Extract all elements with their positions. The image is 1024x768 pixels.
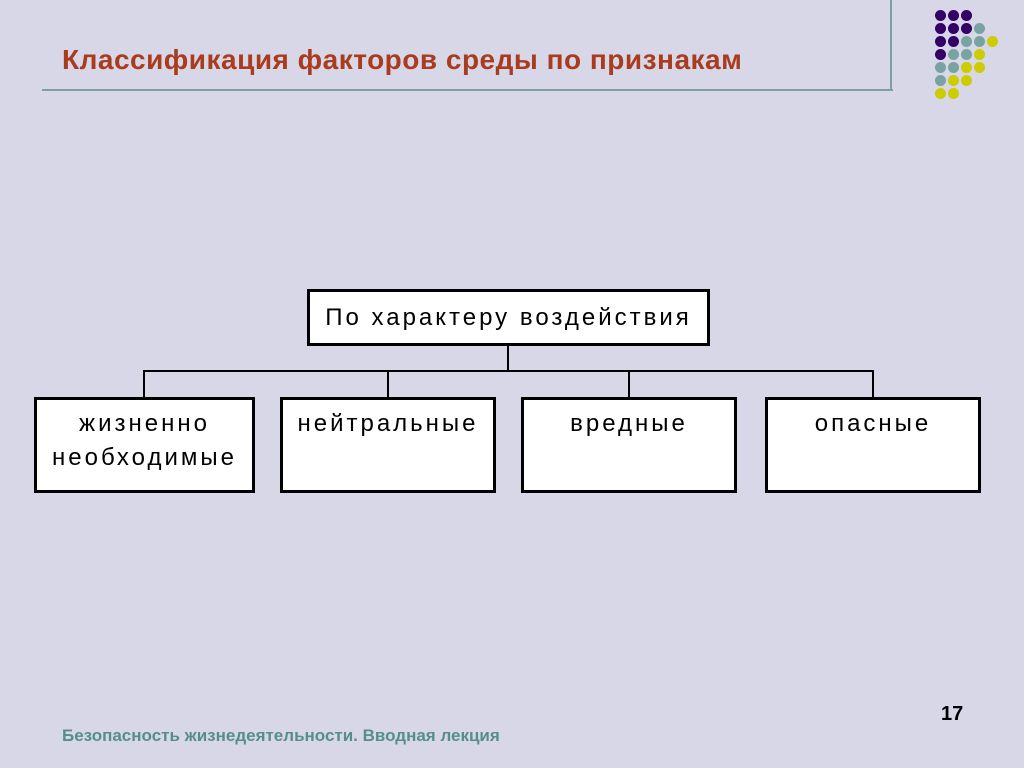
flowchart-child-label: нейтральные xyxy=(297,410,479,437)
teal-dot xyxy=(948,49,959,60)
flowchart-child-box-dangerous xyxy=(765,397,981,493)
purple-dot xyxy=(935,49,946,60)
purple-dot xyxy=(935,10,946,21)
flowchart-child-label: опасные xyxy=(814,410,932,437)
flowchart-child-label: вредные xyxy=(570,410,688,437)
yellow-dot xyxy=(961,62,972,73)
teal-dot xyxy=(935,75,946,86)
teal-dot xyxy=(974,23,985,34)
yellow-dot xyxy=(974,49,985,60)
teal-dot xyxy=(961,36,972,47)
teal-dot xyxy=(961,49,972,60)
purple-dot xyxy=(948,10,959,21)
yellow-dot xyxy=(948,75,959,86)
teal-dot xyxy=(935,62,946,73)
connector-drop-1 xyxy=(143,370,145,399)
connector-drop-4 xyxy=(872,370,874,399)
connector-crossbar xyxy=(144,370,874,372)
dots-decoration xyxy=(935,10,1010,106)
purple-dot xyxy=(935,36,946,47)
title-underline-rule xyxy=(42,89,893,91)
teal-dot xyxy=(974,36,985,47)
flowchart-child-box-vital xyxy=(34,397,255,493)
yellow-dot xyxy=(961,75,972,86)
connector-root-stem xyxy=(507,345,509,372)
yellow-dot xyxy=(948,88,959,99)
flowchart-child-label: жизненно необходимые xyxy=(52,410,237,471)
flowchart-child-box-harmful xyxy=(521,397,737,493)
connector-drop-3 xyxy=(628,370,630,399)
title-right-rule xyxy=(890,0,892,91)
purple-dot xyxy=(948,36,959,47)
teal-dot xyxy=(948,62,959,73)
purple-dot xyxy=(948,23,959,34)
purple-dot xyxy=(961,23,972,34)
flowchart-root-label: По характеру воздействия xyxy=(325,303,692,331)
flowchart-child-box-neutral xyxy=(280,397,496,493)
connector-drop-2 xyxy=(387,370,389,399)
yellow-dot xyxy=(974,62,985,73)
page-number: 17 xyxy=(941,703,964,725)
purple-dot xyxy=(961,10,972,21)
footer-lecture-label: Безопасность жизнедеятельности. Вводная лекция xyxy=(62,726,500,745)
slide-title: Классификация факторов среды по признакам xyxy=(62,44,743,75)
flowchart-root-box xyxy=(307,289,710,346)
yellow-dot xyxy=(935,88,946,99)
yellow-dot xyxy=(987,36,998,47)
purple-dot xyxy=(935,23,946,34)
